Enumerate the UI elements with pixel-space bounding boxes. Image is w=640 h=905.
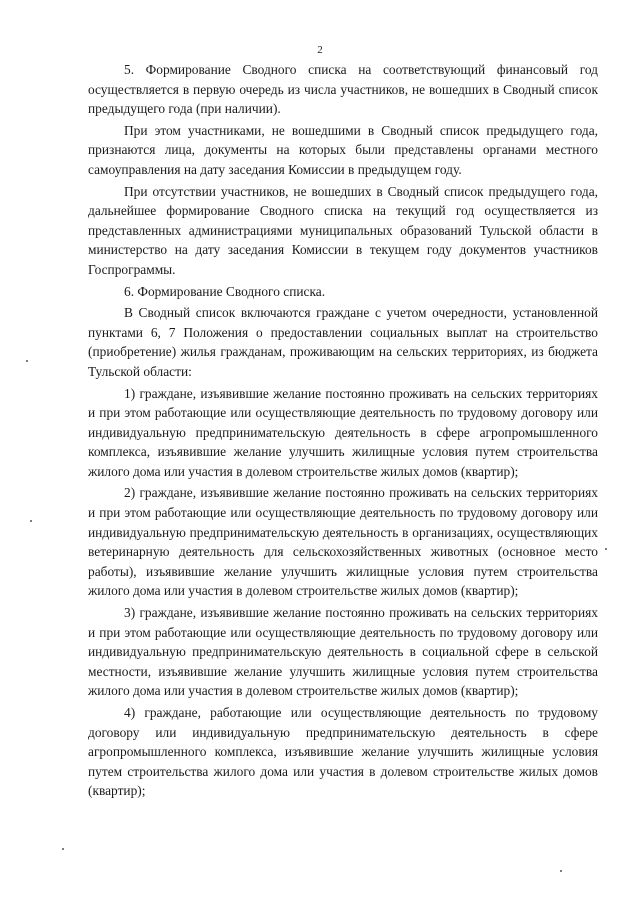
paragraph-absence-of-participants: При отсутствии участников, не вошедших в Сводный список предыдущего года, дальнейшее формирование Сводного списка на текущий год осуществляется из представленных администрациями муниципальных образований Тульской области в министерство на дату заседания Комиссии в текущем году документов участников Госпрограммы. — [88, 183, 598, 277]
paragraph-inclusion-criteria: В Сводный список включаются граждане с учетом очередности, установленной пунктами 6, 7 Положения о предоставлении социальных выплат на строительство (приобретение) жилья гражданам, проживающим на сельских территориях, из бюджета Тульской области: — [88, 305, 598, 379]
paragraph-6-heading: 6. Формирование Сводного списка. — [124, 283, 326, 299]
scan-speck — [30, 520, 32, 522]
scan-speck — [560, 870, 562, 872]
page-number: 2 — [317, 44, 323, 56]
paragraph-participants-definition: При этом участниками, не вошедшими в Сводный список предыдущего года, признаются лица, документы на которых были представлены органами местного самоуправления на дату заседания Комиссии в предыдущем году. — [88, 122, 598, 177]
list-item-2: 2) граждане, изъявившие желание постоянно проживать на сельских территориях и при этом работающие или осуществляющие деятельность по трудовому договору или индивидуальную предпринимательскую деятельность в организациях, осуществляющих ветеринарную деятельность для сельскохозяйственных животных (основное место работы), изъявившие желание улучшить жилищные условия путем строительства жилого дома или участия в долевом строительстве жилых домов (квартир); — [88, 485, 598, 599]
document-body — [88, 60, 598, 803]
list-item-4: 4) граждане, работающие или осуществляющие деятельность по трудовому договору или индивидуальную предпринимательскую деятельность в сфере агропромышленного комплекса, изъявившие желание улучшить жилищные условия путем строительства жилого дома или участия в долевом строительстве жилых домов (квартир); — [88, 705, 598, 799]
paragraph-5-formation-financial-year: 5. Формирование Сводного списка на соответствующий финансовый год осуществляется в первую очередь из числа участников, не вошедших в Сводный список предыдущего года (при наличии). — [88, 62, 598, 117]
list-item-3: 3) граждане, изъявившие желание постоянно проживать на сельских территориях и при этом работающие или осуществляющие деятельность по трудовому договору или индивидуальную предпринимательскую деятельность в социальной сфере в сельской местности, изъявившие желание улучшить жилищные условия путем строительства жилого дома или участия в долевом строительстве жилых домов (квартир); — [88, 605, 598, 699]
scan-speck — [605, 548, 607, 550]
scan-speck — [26, 360, 28, 362]
list-item-1: 1) граждане, изъявившие желание постоянно проживать на сельских территориях и при этом работающие или осуществляющие деятельность по трудовому договору или индивидуальную предпринимательскую деятельность в сфере агропромышленного комплекса, изъявившие желание улучшить жилищные условия путем строительства жилого дома или участия в долевом строительстве жилых домов (квартир); — [88, 385, 598, 479]
scan-speck — [62, 848, 64, 850]
